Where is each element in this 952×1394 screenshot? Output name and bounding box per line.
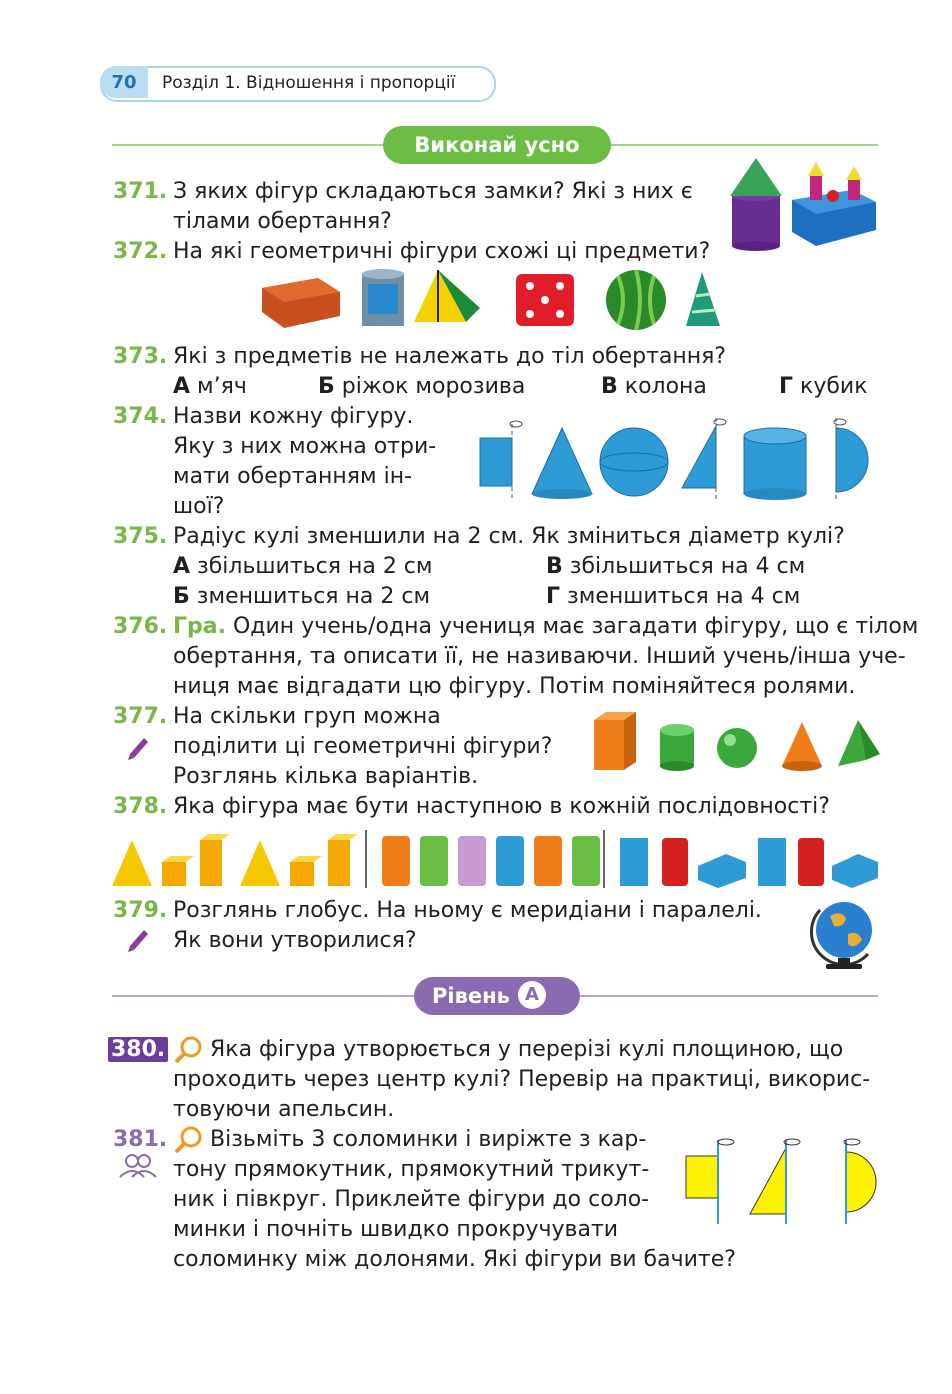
task-text: Назви кожну фігуру. [173,404,414,429]
rotating-triangle-icon [682,418,726,500]
level-banner [414,977,580,1015]
pair-work-icon [118,1153,158,1179]
task-text: ник і півкруг. Приклейте фігури до соло- [173,1187,650,1212]
task-text: Розглянь кілька варіантів. [173,764,479,789]
task-text [173,177,710,207]
option-text: збільшиться на 2 см [190,554,433,579]
task-text: Радіус кулі зменшили на 2 см. Як зміниться діаметр кулі? [173,524,845,549]
option-letter: Г [779,374,794,399]
rotation-figures-image [476,414,872,504]
option-letter: В [601,374,618,399]
solids-row-image [590,710,882,774]
option-letter: Б [173,584,190,609]
task-text: Яку з них можна отри- [173,434,437,459]
task-number: 375. [113,524,168,549]
task-number: 378. [113,794,168,819]
sequences-image [110,828,880,890]
task-number: 374. [113,404,168,429]
task-number: 372. [113,239,168,264]
task-number: 376. [113,614,168,639]
answer-option [546,582,800,612]
option-letter: Б [318,374,335,399]
chapter-title: Розділ 1. Відношення і пропорції [162,73,456,93]
page-number: 70 [100,66,148,98]
sequence-1 [112,834,358,886]
option-letter: А [173,554,191,579]
task-text: проходить через центр кулі? Перевір на практиці, викорис- [173,1067,871,1092]
magnifier-icon [173,1036,203,1064]
party-hat-icon [686,272,720,326]
task-text: На скільки груп можна [173,704,441,729]
answer-option [318,372,525,402]
task-text: минки і почніть швидко прокручувати [173,1217,619,1242]
rotating-semicircle-icon [834,418,868,500]
option-letter: В [546,554,563,579]
task-text: шої? [173,494,225,519]
task-text: ниця має відгадати цю фігуру. Потім поміняйтеся ролями. [173,674,856,699]
cone-icon [532,428,592,499]
green-sphere-icon [717,728,757,768]
watermelon-icon [606,270,666,330]
answer-option [173,582,430,612]
green-pyramid-icon [838,720,880,766]
sequence-3 [620,838,878,888]
option-text: ріжок морозива [334,374,526,399]
task-text-line: Один учень/одна учениця має загадати фігуру, що є тілом [225,614,919,639]
task-number: 380. [108,1037,168,1062]
option-text: зменшиться на 4 см [560,584,801,609]
green-cylinder-icon [660,724,694,771]
task-text: Яка фігура утворюється у перерізі кулі площиною, що [210,1037,844,1062]
task-text: поділити ці геометричні фігури? [173,734,553,759]
option-text: м’яч [190,374,247,399]
globe-icon [806,896,878,972]
orange-prism-icon [594,712,636,770]
orange-cone-icon [782,722,822,771]
task-text: На які геометричні фігури схожі ці предмети? [173,239,711,264]
task-text-line: З яких фігур складаються замки? Які з них є [173,179,693,204]
castles-image [728,158,880,250]
task-number-boxed [108,1035,168,1065]
option-text: збільшиться на 4 см [562,554,806,579]
yellow-semicircle-icon [844,1139,876,1224]
dice-icon [516,274,574,326]
task-text: Як вони утворилися? [173,928,417,953]
task-text: тону прямокутник, прямокутний трикут- [173,1157,650,1182]
task-text: тілами обертання? [173,209,392,234]
task-number: 379. [113,898,168,923]
task-number: 381. [113,1127,168,1152]
task-text: обертання, та описати її, не називаючи. Інший учень/інша уче- [173,644,906,669]
rotating-rectangle-icon [480,421,522,500]
answer-option [779,372,868,402]
task-text: мати обертанням ін- [173,464,413,489]
answer-option [601,372,707,402]
game-label: Гра. [173,614,226,639]
level-letter: А [518,981,546,1009]
option-text: кубик [793,374,868,399]
task-text: Які з предметів не належать до тіл обертання? [173,344,727,369]
sphere-icon [600,428,668,496]
task-number: 377. [113,704,168,729]
section-banner-oral: Виконай усно [383,126,611,164]
yellow-triangle-icon [750,1139,800,1224]
task-text [173,612,918,642]
can-icon [362,269,404,326]
level-label: Рівень [432,984,510,1008]
magnifier-icon [173,1126,203,1154]
pencil-icon [126,924,152,952]
task-text: товуючи апельсин. [173,1097,395,1122]
sequence-2 [382,836,600,886]
task-text: Яка фігура має бути наступною в кожній послідовності? [173,794,830,819]
task-number: 371. [113,179,168,204]
straw-figures-image [684,1134,880,1226]
option-letter: Г [546,584,561,609]
task-text: Візьміть 3 соломинки і виріжте з кар- [210,1127,647,1152]
yellow-rectangle-icon [686,1139,734,1224]
answer-option [546,552,805,582]
task-text: соломинку між долонями. Які фігури ви бачите? [173,1247,736,1272]
answer-option [173,372,247,402]
option-letter: А [173,374,191,399]
cylinder-icon [744,428,806,500]
task-text: Розглянь глобус. На ньому є меридіани і паралелі. [173,898,762,923]
brick-icon [262,278,340,328]
pyramid-puzzle-icon [414,270,480,322]
option-text: зменшиться на 2 см [189,584,431,609]
objects-row-image [258,268,726,334]
option-text: колона [617,374,707,399]
task-number: 373. [113,344,168,369]
pencil-icon [126,732,152,760]
answer-option [173,552,433,582]
